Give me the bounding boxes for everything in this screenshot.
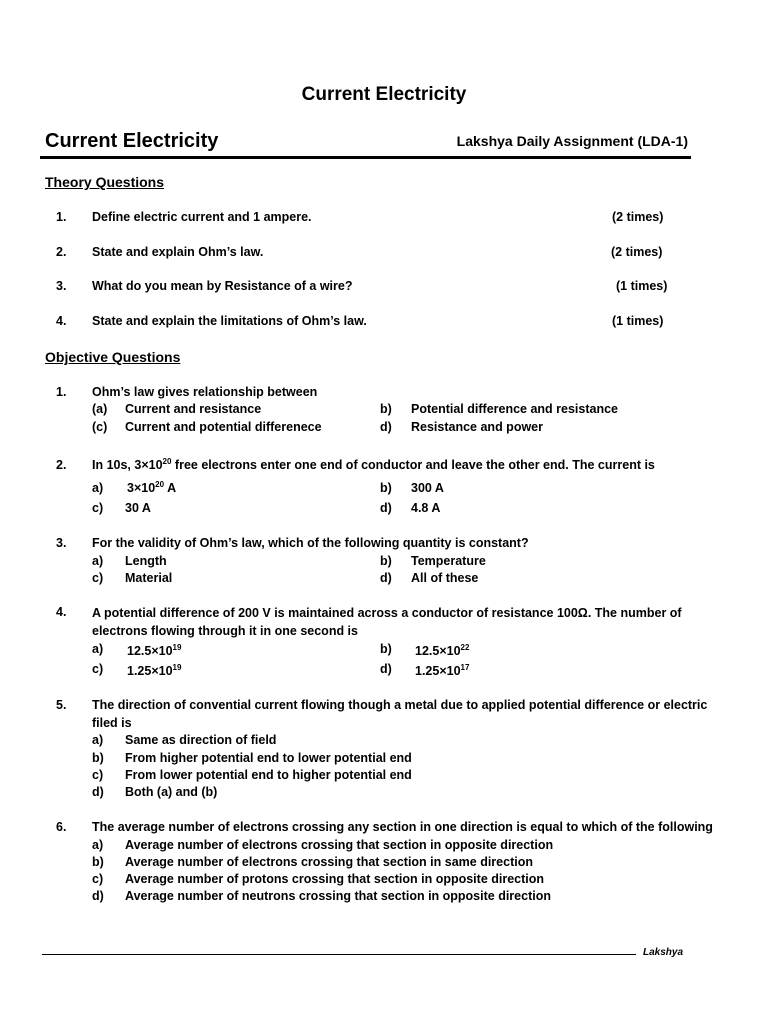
objective-heading: Objective Questions: [45, 349, 181, 365]
obj-5-option-a-label: a): [92, 733, 104, 747]
obj-6-option-d-label: d): [92, 889, 104, 903]
obj-3-option-a: Length: [125, 554, 167, 568]
obj-1-option-c-label: (c): [92, 420, 108, 434]
header-title: Current Electricity: [45, 130, 219, 152]
obj-1-text: Ohm’s law gives relationship between: [92, 385, 318, 399]
obj-5-option-b: From higher potential end to lower potential end: [125, 751, 412, 765]
obj-5-number: 5.: [56, 698, 67, 712]
obj-4-option-c: $1.25\times 10^{19}$: [127, 663, 182, 678]
theory-1-marks: (2 times): [612, 210, 664, 224]
assignment-label: Lakshya Daily Assignment (LDA-1): [456, 133, 688, 149]
obj-3-option-a-label: a): [92, 554, 104, 568]
obj-2-option-a-label: a): [92, 481, 104, 495]
obj-6-option-d: Average number of neutrons crossing that section in opposite direction: [125, 889, 551, 903]
obj-1-number: 1.: [56, 385, 67, 399]
obj-5-option-d: Both (a) and (b): [125, 785, 218, 799]
obj-2-option-a: $3\times 10^{20}$ A: [127, 480, 177, 495]
theory-3-number: 3.: [56, 279, 67, 293]
obj-2-number: 2.: [56, 458, 67, 472]
obj-3-option-d: All of these: [411, 571, 479, 585]
obj-6-option-a-label: a): [92, 838, 104, 852]
theory-2-marks: (2 times): [611, 245, 663, 259]
obj-5-option-c: From lower potential end to higher potential end: [125, 768, 412, 782]
theory-2-text: State and explain Ohm’s law.: [92, 245, 264, 259]
footer-brand: Lakshya: [643, 947, 684, 958]
obj-5-text-line-2: filed is: [92, 716, 132, 730]
obj-4-option-a-label: a): [92, 642, 104, 656]
footer-divider: [42, 954, 636, 955]
obj-1-option-b: Potential difference and resistance: [411, 402, 619, 416]
obj-6-option-c: Average number of protons crossing that section in opposite direction: [125, 872, 545, 886]
obj-2-option-d-label: d): [380, 501, 392, 515]
obj-3-option-c: Material: [125, 571, 173, 585]
obj-2-option-b: 300 A: [411, 481, 444, 495]
obj-3-option-b: Temperature: [411, 554, 486, 568]
obj-4-number: 4.: [56, 605, 67, 619]
obj-2-option-b-label: b): [380, 481, 392, 495]
obj-6-text: The average number of electrons crossing any section in one direction is equal to which of the following: [92, 820, 713, 834]
obj-4-option-d: $1.25\times 10^{17}$: [415, 663, 470, 678]
obj-1-option-a: Current and resistance: [125, 402, 262, 416]
obj-5-option-c-label: c): [92, 768, 104, 782]
obj-2-option-c-label: c): [92, 501, 104, 515]
obj-5-text-line-1: The direction of convential current flowing though a metal due to applied potential difference or electric: [92, 698, 708, 712]
obj-4-text-line-2: electrons flowing through it in one second is: [92, 624, 358, 638]
obj-1-option-d-label: d): [380, 420, 392, 434]
obj-4-text-line-1: A potential difference of 200 V is maintained across a conductor of resistance 100Ω. The number of: [92, 606, 682, 620]
obj-3-option-d-label: d): [380, 571, 392, 585]
obj-4-option-b: $12.5\times 10^{22}$: [415, 643, 470, 658]
theory-2-number: 2.: [56, 245, 67, 259]
obj-1-option-b-label: b): [380, 402, 392, 416]
obj-6-option-b: Average number of electrons crossing that section in same direction: [125, 855, 533, 869]
obj-4-option-b-label: b): [380, 642, 392, 656]
theory-3-marks: (1 times): [616, 279, 668, 293]
obj-3-text: For the validity of Ohm’s law, which of the following quantity is constant?: [92, 536, 529, 550]
obj-3-number: 3.: [56, 536, 67, 550]
obj-2-text: In 10s, $3\times 10^{20}$ free electrons enter one end of conductor and leave the other end. The current is: [92, 457, 655, 472]
obj-3-option-c-label: c): [92, 571, 104, 585]
obj-6-number: 6.: [56, 820, 67, 834]
obj-4-option-c-label: c): [92, 662, 104, 676]
header-divider: [40, 156, 691, 159]
theory-4-number: 4.: [56, 314, 67, 328]
obj-2-option-c: 30 A: [125, 501, 151, 515]
theory-4-text: State and explain the limitations of Ohm’s law.: [92, 314, 367, 328]
obj-5-option-d-label: d): [92, 785, 104, 799]
obj-4-option-d-label: d): [380, 662, 392, 676]
theory-heading: Theory Questions: [45, 174, 165, 190]
theory-4-marks: (1 times): [612, 314, 664, 328]
obj-6-option-a: Average number of electrons crossing that section in opposite direction: [125, 838, 554, 852]
obj-2-option-d: 4.8 A: [411, 501, 441, 515]
theory-1-number: 1.: [56, 210, 67, 224]
obj-1-option-a-label: (a): [92, 402, 108, 416]
document-title: Current Electricity: [301, 84, 467, 105]
obj-1-option-d: Resistance and power: [411, 420, 543, 434]
obj-3-option-b-label: b): [380, 554, 392, 568]
obj-6-option-c-label: c): [92, 872, 104, 886]
obj-5-option-b-label: b): [92, 751, 104, 765]
obj-4-option-a: $12.5\times 10^{19}$: [127, 643, 182, 658]
obj-1-option-c: Current and potential differenece: [125, 420, 322, 434]
obj-6-option-b-label: b): [92, 855, 104, 869]
obj-5-option-a: Same as direction of field: [125, 733, 277, 747]
theory-3-text: What do you mean by Resistance of a wire?: [92, 279, 353, 293]
theory-1-text: Define electric current and 1 ampere.: [92, 210, 312, 224]
